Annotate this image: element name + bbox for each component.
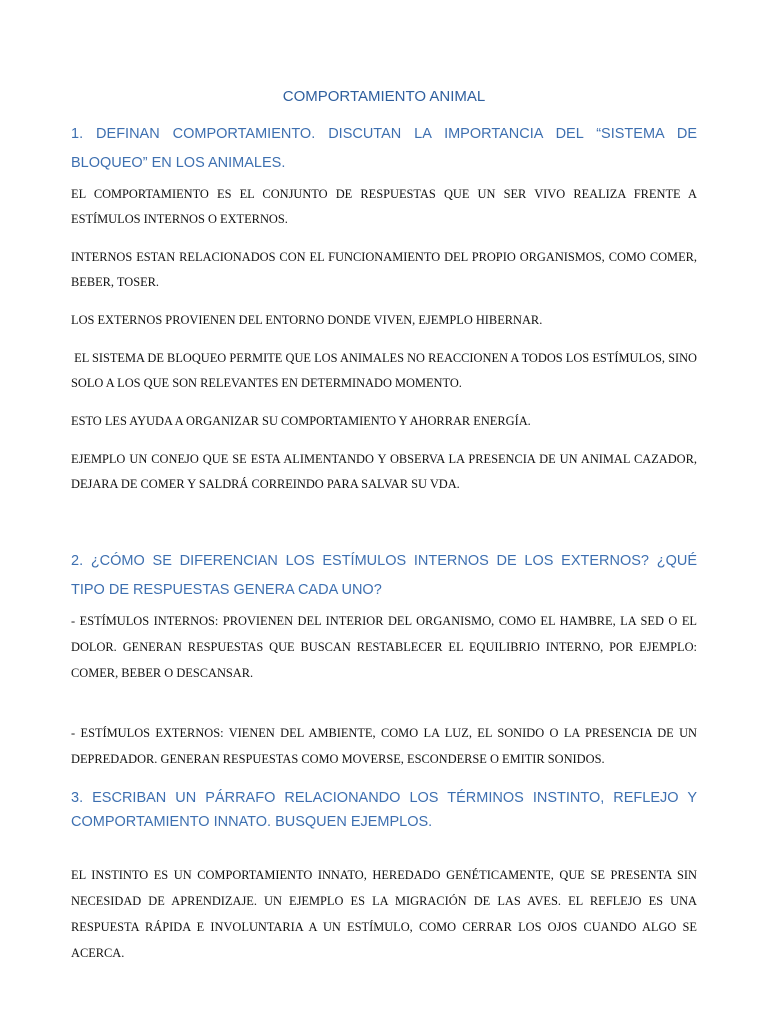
- section-2-paragraph-1: - ESTÍMULOS INTERNOS: PROVIENEN DEL INTERIOR DEL ORGANISMO, COMO EL HAMBRE, LA SED O EL DOLOR. GENERAN RESPUESTAS QUE BUSCAN RESTABLECER EL EQUILIBRIO INTERNO, POR EJEMPLO: COMER, BEBER O DESCANSAR.: [71, 614, 697, 680]
- document-title: COMPORTAMIENTO ANIMAL: [282, 88, 486, 105]
- section-1-heading: 1. DEFINAN COMPORTAMIENTO. DISCUTAN LA IMPORTANCIA DEL “SISTEMA DE BLOQUEO” EN LOS ANIMALES.: [71, 126, 697, 171]
- section-2-paragraph-2: - ESTÍMULOS EXTERNOS: VIENEN DEL AMBIENTE, COMO LA LUZ, EL SONIDO O LA PRESENCIA DE UN DEPREDADOR. GENERAN RESPUESTAS COMO MOVERSE, ESCONDERSE O EMITIR SONIDOS.: [71, 726, 697, 766]
- section-1-paragraph-3: LOS EXTERNOS PROVIENEN DEL ENTORNO DONDE VIVEN, EJEMPLO HIBERNAR.: [71, 313, 543, 327]
- section-3-heading: 3. ESCRIBAN UN PÁRRAFO RELACIONANDO LOS TÉRMINOS INSTINTO, REFLEJO Y COMPORTAMIENTO INNATO. BUSQUEN EJEMPLOS.: [71, 790, 697, 830]
- section-1-paragraph-1: EL COMPORTAMIENTO ES EL CONJUNTO DE RESPUESTAS QUE UN SER VIVO REALIZA FRENTE A ESTÍMULOS INTERNOS O EXTERNOS.: [71, 187, 697, 226]
- section-2-heading: 2. ¿CÓMO SE DIFERENCIAN LOS ESTÍMULOS INTERNOS DE LOS EXTERNOS? ¿QUÉ TIPO DE RESPUESTAS GENERA CADA UNO?: [71, 553, 697, 598]
- section-3-paragraph-1: EL INSTINTO ES UN COMPORTAMIENTO INNATO, HEREDADO GENÉTICAMENTE, QUE SE PRESENTA SIN NECESIDAD DE APRENDIZAJE. UN EJEMPLO ES LA MIGRACIÓN DE LAS AVES. EL REFLEJO ES UNA RESPUESTA RÁPIDA E INVOLUNTARIA A UN ESTÍMULO, COMO CERRAR LOS OJOS CUANDO ALGO SE ACERCA.: [71, 868, 697, 960]
- section-1-paragraph-4: EL SISTEMA DE BLOQUEO PERMITE QUE LOS ANIMALES NO REACCIONEN A TODOS LOS ESTÍMULOS, SINO SOLO A LOS QUE SON RELEVANTES EN DETERMINADO MOMENTO.: [71, 351, 701, 390]
- section-1-paragraph-2: INTERNOS ESTAN RELACIONADOS CON EL FUNCIONAMIENTO DEL PROPIO ORGANISMOS, COMO COMER, BEBER, TOSER.: [71, 250, 697, 289]
- section-1-paragraph-6: EJEMPLO UN CONEJO QUE SE ESTA ALIMENTANDO Y OBSERVA LA PRESENCIA DE UN ANIMAL CAZADOR, DEJARA DE COMER Y SALDRÁ CORREINDO PARA SALVAR SU VDA.: [71, 452, 697, 491]
- section-1-paragraph-5: ESTO LES AYUDA A ORGANIZAR SU COMPORTAMIENTO Y AHORRAR ENERGÍA.: [71, 414, 531, 428]
